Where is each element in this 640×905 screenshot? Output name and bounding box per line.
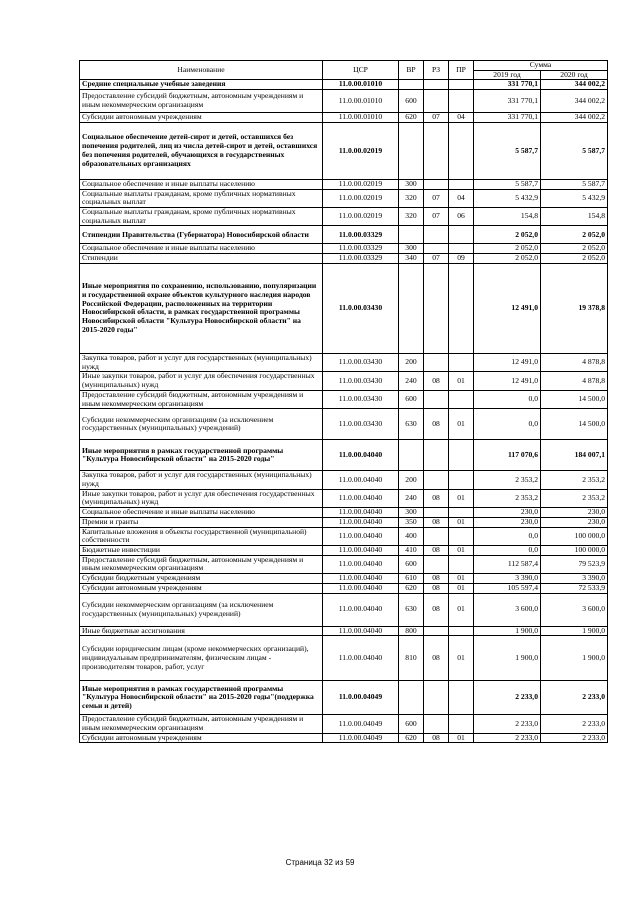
- row-value-2020: 3 390,0: [541, 574, 608, 584]
- table-row: [80, 636, 608, 681]
- table-row: [80, 390, 608, 408]
- row-value-2020: 72 533,9: [541, 583, 608, 593]
- table-row: [80, 715, 608, 733]
- row-csr: 11.0.00.03329: [323, 244, 399, 254]
- table-row: [80, 545, 608, 555]
- row-name: Субсидии автономным учреждениям: [80, 113, 323, 123]
- row-pr: [449, 508, 474, 518]
- row-csr: 11.0.00.04049: [323, 733, 399, 743]
- row-value-2019: 331 770,1: [474, 80, 541, 90]
- header-year-2019: 2019 год: [474, 70, 541, 80]
- row-vr: [399, 440, 424, 471]
- row-value-2020: 3 600,0: [541, 593, 608, 626]
- row-name: Социальное обеспечение и иные выплаты населению: [80, 508, 323, 518]
- row-value-2019: 12 491,0: [474, 372, 541, 390]
- row-pr: [449, 244, 474, 254]
- table-row: [80, 113, 608, 123]
- row-name: Социальные выплаты гражданам, кроме публичных нормативных социальных выплат: [80, 208, 323, 226]
- row-name: Закупка товаров, работ и услуг для государственных (муниципальных) нужд: [80, 471, 323, 489]
- row-vr: [399, 263, 424, 353]
- row-rz: [424, 179, 449, 189]
- row-value-2019: 331 770,1: [474, 113, 541, 123]
- row-pr: [449, 226, 474, 244]
- row-csr: 11.0.00.04049: [323, 715, 399, 733]
- row-vr: 300: [399, 244, 424, 254]
- table-row: [80, 733, 608, 743]
- row-name: Премии и гранты: [80, 517, 323, 527]
- row-value-2020: 184 007,1: [541, 440, 608, 471]
- row-value-2019: 2 233,0: [474, 733, 541, 743]
- row-name: Субсидии некоммерческим организациям (за исключением государственных (муниципальных) учреждений): [80, 409, 323, 440]
- row-value-2020: 100 000,0: [541, 545, 608, 555]
- row-name: Иные мероприятия в рамках государственной программы "Культура Новосибирской области" на 2015-2020 годы"(поддержка семьи и детей): [80, 681, 323, 715]
- row-pr: 09: [449, 254, 474, 264]
- row-value-2019: 5 587,7: [474, 122, 541, 179]
- row-value-2019: 112 587,4: [474, 555, 541, 573]
- row-csr: 11.0.00.03430: [323, 353, 399, 371]
- row-value-2020: 79 523,9: [541, 555, 608, 573]
- row-csr: 11.0.00.04040: [323, 545, 399, 555]
- row-csr: 11.0.00.04040: [323, 517, 399, 527]
- row-value-2019: 0,0: [474, 390, 541, 408]
- row-csr: 11.0.00.03329: [323, 254, 399, 264]
- row-name: Средние специальные учебные заведения: [80, 80, 323, 90]
- row-name: Социальное обеспечение и иные выплаты населению: [80, 244, 323, 254]
- row-vr: 320: [399, 189, 424, 207]
- row-rz: [424, 90, 449, 113]
- row-pr: 01: [449, 489, 474, 507]
- row-pr: 01: [449, 636, 474, 681]
- row-rz: 07: [424, 189, 449, 207]
- row-value-2020: 2 052,0: [541, 254, 608, 264]
- row-pr: [449, 80, 474, 90]
- table-row: [80, 409, 608, 440]
- row-csr: 11.0.00.04040: [323, 527, 399, 545]
- row-pr: [449, 471, 474, 489]
- row-vr: 300: [399, 179, 424, 189]
- row-value-2020: 344 002,2: [541, 90, 608, 113]
- table-row: [80, 80, 608, 90]
- table-row: [80, 244, 608, 254]
- row-pr: [449, 527, 474, 545]
- row-value-2019: 2 052,0: [474, 244, 541, 254]
- row-value-2020: 2 233,0: [541, 733, 608, 743]
- row-vr: 350: [399, 517, 424, 527]
- row-name: Капитальные вложения в объекты государственной (муниципальной) собственности: [80, 527, 323, 545]
- row-csr: 11.0.00.04040: [323, 626, 399, 636]
- row-pr: [449, 440, 474, 471]
- row-csr: 11.0.00.04040: [323, 489, 399, 507]
- row-rz: [424, 527, 449, 545]
- row-name: Субсидии юридическим лицам (кроме некоммерческих организаций), индивидуальным предпринимателям, физическим лицам - производителям товаров, работ, услуг: [80, 636, 323, 681]
- row-vr: 200: [399, 353, 424, 371]
- table-row: [80, 555, 608, 573]
- row-rz: 08: [424, 409, 449, 440]
- row-value-2020: 5 587,7: [541, 122, 608, 179]
- row-name: Предоставление субсидий бюджетным, автономным учреждениям и иным некоммерческим организациям: [80, 390, 323, 408]
- row-value-2019: 0,0: [474, 545, 541, 555]
- row-value-2020: 2 353,2: [541, 489, 608, 507]
- row-name: Субсидии бюджетным учреждениям: [80, 574, 323, 584]
- row-rz: [424, 508, 449, 518]
- row-csr: 11.0.00.04040: [323, 593, 399, 626]
- row-value-2020: 4 878,8: [541, 372, 608, 390]
- row-pr: 04: [449, 189, 474, 207]
- row-value-2019: 2 353,2: [474, 471, 541, 489]
- row-csr: 11.0.00.01010: [323, 80, 399, 90]
- row-name: Закупка товаров, работ и услуг для государственных (муниципальных) нужд: [80, 353, 323, 371]
- row-vr: 600: [399, 715, 424, 733]
- row-vr: 300: [399, 508, 424, 518]
- row-vr: [399, 122, 424, 179]
- row-value-2019: 2 233,0: [474, 681, 541, 715]
- row-name: Предоставление субсидий бюджетным, автономным учреждениям и иным некоммерческим организациям: [80, 715, 323, 733]
- row-name: Социальное обеспечение и иные выплаты населению: [80, 179, 323, 189]
- row-pr: [449, 555, 474, 573]
- row-vr: 620: [399, 583, 424, 593]
- row-name: Субсидии автономным учреждениям: [80, 583, 323, 593]
- header-rz: РЗ: [424, 61, 449, 80]
- row-value-2020: 230,0: [541, 508, 608, 518]
- row-value-2020: 5 587,7: [541, 179, 608, 189]
- row-value-2020: 4 878,8: [541, 353, 608, 371]
- row-csr: 11.0.00.04040: [323, 636, 399, 681]
- row-name: Иные закупки товаров, работ и услуг для обеспечения государственных (муниципальных) нужд: [80, 489, 323, 507]
- row-value-2019: 12 491,0: [474, 353, 541, 371]
- row-rz: 08: [424, 574, 449, 584]
- table-row: [80, 254, 608, 264]
- header-csr: ЦСР: [323, 61, 399, 80]
- table-row: [80, 508, 608, 518]
- row-pr: 06: [449, 208, 474, 226]
- row-value-2019: 2 233,0: [474, 715, 541, 733]
- row-pr: 01: [449, 574, 474, 584]
- table-row: [80, 489, 608, 507]
- budget-table: [79, 60, 608, 743]
- row-pr: [449, 390, 474, 408]
- table-row: [80, 626, 608, 636]
- row-csr: 11.0.00.02019: [323, 122, 399, 179]
- row-value-2020: 100 000,0: [541, 527, 608, 545]
- row-rz: 07: [424, 254, 449, 264]
- row-value-2020: 2 233,0: [541, 715, 608, 733]
- row-vr: 600: [399, 90, 424, 113]
- row-value-2019: 0,0: [474, 409, 541, 440]
- row-vr: 800: [399, 626, 424, 636]
- row-name: Иные бюджетные ассигнования: [80, 626, 323, 636]
- row-value-2020: 2 052,0: [541, 244, 608, 254]
- table-row: [80, 226, 608, 244]
- table-row: [80, 353, 608, 371]
- row-csr: 11.0.00.04040: [323, 574, 399, 584]
- row-value-2019: 5 587,7: [474, 179, 541, 189]
- row-csr: 11.0.00.04040: [323, 471, 399, 489]
- row-value-2019: 0,0: [474, 527, 541, 545]
- row-value-2019: 12 491,0: [474, 263, 541, 353]
- row-csr: 11.0.00.02019: [323, 179, 399, 189]
- row-value-2019: 5 432,9: [474, 189, 541, 207]
- row-vr: 240: [399, 372, 424, 390]
- row-rz: 08: [424, 636, 449, 681]
- row-vr: 810: [399, 636, 424, 681]
- table-row: [80, 471, 608, 489]
- row-vr: 320: [399, 208, 424, 226]
- row-value-2020: 344 002,2: [541, 113, 608, 123]
- row-value-2020: 14 500,0: [541, 390, 608, 408]
- row-value-2019: 3 390,0: [474, 574, 541, 584]
- row-value-2019: 154,8: [474, 208, 541, 226]
- row-csr: 11.0.00.04040: [323, 508, 399, 518]
- row-csr: 11.0.00.04040: [323, 440, 399, 471]
- row-value-2019: 331 770,1: [474, 90, 541, 113]
- row-rz: [424, 626, 449, 636]
- row-value-2019: 1 900,0: [474, 636, 541, 681]
- row-csr: 11.0.00.01010: [323, 113, 399, 123]
- row-pr: [449, 90, 474, 113]
- row-name: Иные закупки товаров, работ и услуг для обеспечения государственных (муниципальных) нужд: [80, 372, 323, 390]
- row-value-2019: 2 052,0: [474, 226, 541, 244]
- row-name: Субсидии некоммерческим организациям (за исключением государственных (муниципальных) учреждений): [80, 593, 323, 626]
- row-value-2020: 2 052,0: [541, 226, 608, 244]
- row-rz: 08: [424, 593, 449, 626]
- row-pr: [449, 263, 474, 353]
- row-rz: 08: [424, 489, 449, 507]
- row-value-2020: 1 900,0: [541, 626, 608, 636]
- table-row: [80, 90, 608, 113]
- row-name: Предоставление субсидий бюджетным, автономным учреждениям и иным некоммерческим организациям: [80, 555, 323, 573]
- row-name: Предоставление субсидий бюджетным, автономным учреждениям и иным некоммерческим организациям: [80, 90, 323, 113]
- table-row: [80, 189, 608, 207]
- row-pr: 01: [449, 583, 474, 593]
- row-pr: 01: [449, 545, 474, 555]
- row-value-2020: 1 900,0: [541, 636, 608, 681]
- row-name: Иные мероприятия в рамках государственной программы "Культура Новосибирской области" на 2015-2020 годы": [80, 440, 323, 471]
- row-value-2019: 2 353,2: [474, 489, 541, 507]
- row-csr: 11.0.00.03430: [323, 390, 399, 408]
- row-value-2019: 230,0: [474, 508, 541, 518]
- row-vr: 600: [399, 390, 424, 408]
- row-value-2020: 19 378,8: [541, 263, 608, 353]
- row-vr: 610: [399, 574, 424, 584]
- table-row: [80, 681, 608, 715]
- row-rz: [424, 555, 449, 573]
- row-value-2019: 230,0: [474, 517, 541, 527]
- row-rz: 08: [424, 545, 449, 555]
- row-pr: 01: [449, 517, 474, 527]
- row-pr: 01: [449, 593, 474, 626]
- row-rz: [424, 226, 449, 244]
- header-year-2020: 2020 год: [541, 70, 608, 80]
- row-csr: 11.0.00.04049: [323, 681, 399, 715]
- row-rz: [424, 440, 449, 471]
- row-csr: 11.0.00.03430: [323, 263, 399, 353]
- row-value-2019: 117 070,6: [474, 440, 541, 471]
- row-vr: 620: [399, 113, 424, 123]
- row-pr: [449, 626, 474, 636]
- row-vr: 240: [399, 489, 424, 507]
- row-pr: [449, 179, 474, 189]
- row-rz: 08: [424, 583, 449, 593]
- row-vr: 410: [399, 545, 424, 555]
- row-name: Иные мероприятия по сохранению, использованию, популяризации и государственной охране объектов культурного наследия народов Российской Федерации, расположенных на территории Новосибирской области, в рамках государственной программы Новосибирской области "Культура Новосибирской области" на 2015-2020 годы": [80, 263, 323, 353]
- row-rz: [424, 122, 449, 179]
- table-row: [80, 517, 608, 527]
- row-value-2020: 154,8: [541, 208, 608, 226]
- row-rz: 07: [424, 208, 449, 226]
- row-name: Стипендии: [80, 254, 323, 264]
- table-row: [80, 583, 608, 593]
- row-value-2020: 5 432,9: [541, 189, 608, 207]
- row-rz: 08: [424, 517, 449, 527]
- row-rz: [424, 80, 449, 90]
- table-row: [80, 372, 608, 390]
- row-vr: [399, 226, 424, 244]
- row-csr: 11.0.00.02019: [323, 189, 399, 207]
- row-pr: [449, 715, 474, 733]
- row-value-2020: 230,0: [541, 517, 608, 527]
- table-row: [80, 527, 608, 545]
- row-rz: [424, 244, 449, 254]
- row-csr: 11.0.00.04040: [323, 583, 399, 593]
- row-csr: 11.0.00.01010: [323, 90, 399, 113]
- table-row: [80, 593, 608, 626]
- row-value-2019: 2 052,0: [474, 254, 541, 264]
- row-pr: [449, 353, 474, 371]
- row-name: Стипендии Правительства (Губернатора) Новосибирской области: [80, 226, 323, 244]
- row-value-2020: 2 353,2: [541, 471, 608, 489]
- row-rz: [424, 263, 449, 353]
- header-pr: ПР: [449, 61, 474, 80]
- row-csr: 11.0.00.03430: [323, 372, 399, 390]
- header-name: Наименование: [80, 61, 323, 80]
- row-pr: 01: [449, 372, 474, 390]
- row-value-2019: 1 900,0: [474, 626, 541, 636]
- row-pr: 04: [449, 113, 474, 123]
- row-rz: 07: [424, 113, 449, 123]
- page-footer: Страница 32 из 59: [285, 858, 355, 867]
- row-vr: 620: [399, 733, 424, 743]
- row-rz: [424, 353, 449, 371]
- row-pr: [449, 681, 474, 715]
- table-row: [80, 208, 608, 226]
- row-name: Бюджетные инвестиции: [80, 545, 323, 555]
- row-csr: 11.0.00.03430: [323, 409, 399, 440]
- row-csr: 11.0.00.03329: [323, 226, 399, 244]
- row-vr: 630: [399, 409, 424, 440]
- table-row: [80, 574, 608, 584]
- row-rz: 08: [424, 372, 449, 390]
- row-rz: [424, 390, 449, 408]
- table-row: [80, 179, 608, 189]
- row-pr: [449, 122, 474, 179]
- row-value-2020: 14 500,0: [541, 409, 608, 440]
- row-pr: 01: [449, 409, 474, 440]
- row-value-2019: 3 600,0: [474, 593, 541, 626]
- table-row: [80, 440, 608, 471]
- row-csr: 11.0.00.02019: [323, 208, 399, 226]
- row-value-2020: 344 002,2: [541, 80, 608, 90]
- row-name: Социальное обеспечение детей-сирот и детей, оставшихся без попечения родителей, лиц из числа детей-сирот и детей, оставшихся без попечения родителей, обучающихся в государственных образовательных организациях: [80, 122, 323, 179]
- row-vr: 630: [399, 593, 424, 626]
- header-vr: ВР: [399, 61, 424, 80]
- row-vr: 340: [399, 254, 424, 264]
- row-value-2020: 2 233,0: [541, 681, 608, 715]
- row-name: Субсидии автономным учреждениям: [80, 733, 323, 743]
- row-rz: [424, 681, 449, 715]
- row-pr: 01: [449, 733, 474, 743]
- row-vr: 600: [399, 555, 424, 573]
- table-row: [80, 122, 608, 179]
- row-rz: 08: [424, 733, 449, 743]
- row-vr: [399, 681, 424, 715]
- row-rz: [424, 715, 449, 733]
- row-vr: 200: [399, 471, 424, 489]
- row-value-2019: 105 597,4: [474, 583, 541, 593]
- row-vr: [399, 80, 424, 90]
- row-name: Социальные выплаты гражданам, кроме публичных нормативных социальных выплат: [80, 189, 323, 207]
- table-body: [80, 80, 608, 743]
- row-vr: 400: [399, 527, 424, 545]
- table-row: [80, 263, 608, 353]
- row-rz: [424, 471, 449, 489]
- header-sum: Сумма: [474, 61, 608, 71]
- row-csr: 11.0.00.04040: [323, 555, 399, 573]
